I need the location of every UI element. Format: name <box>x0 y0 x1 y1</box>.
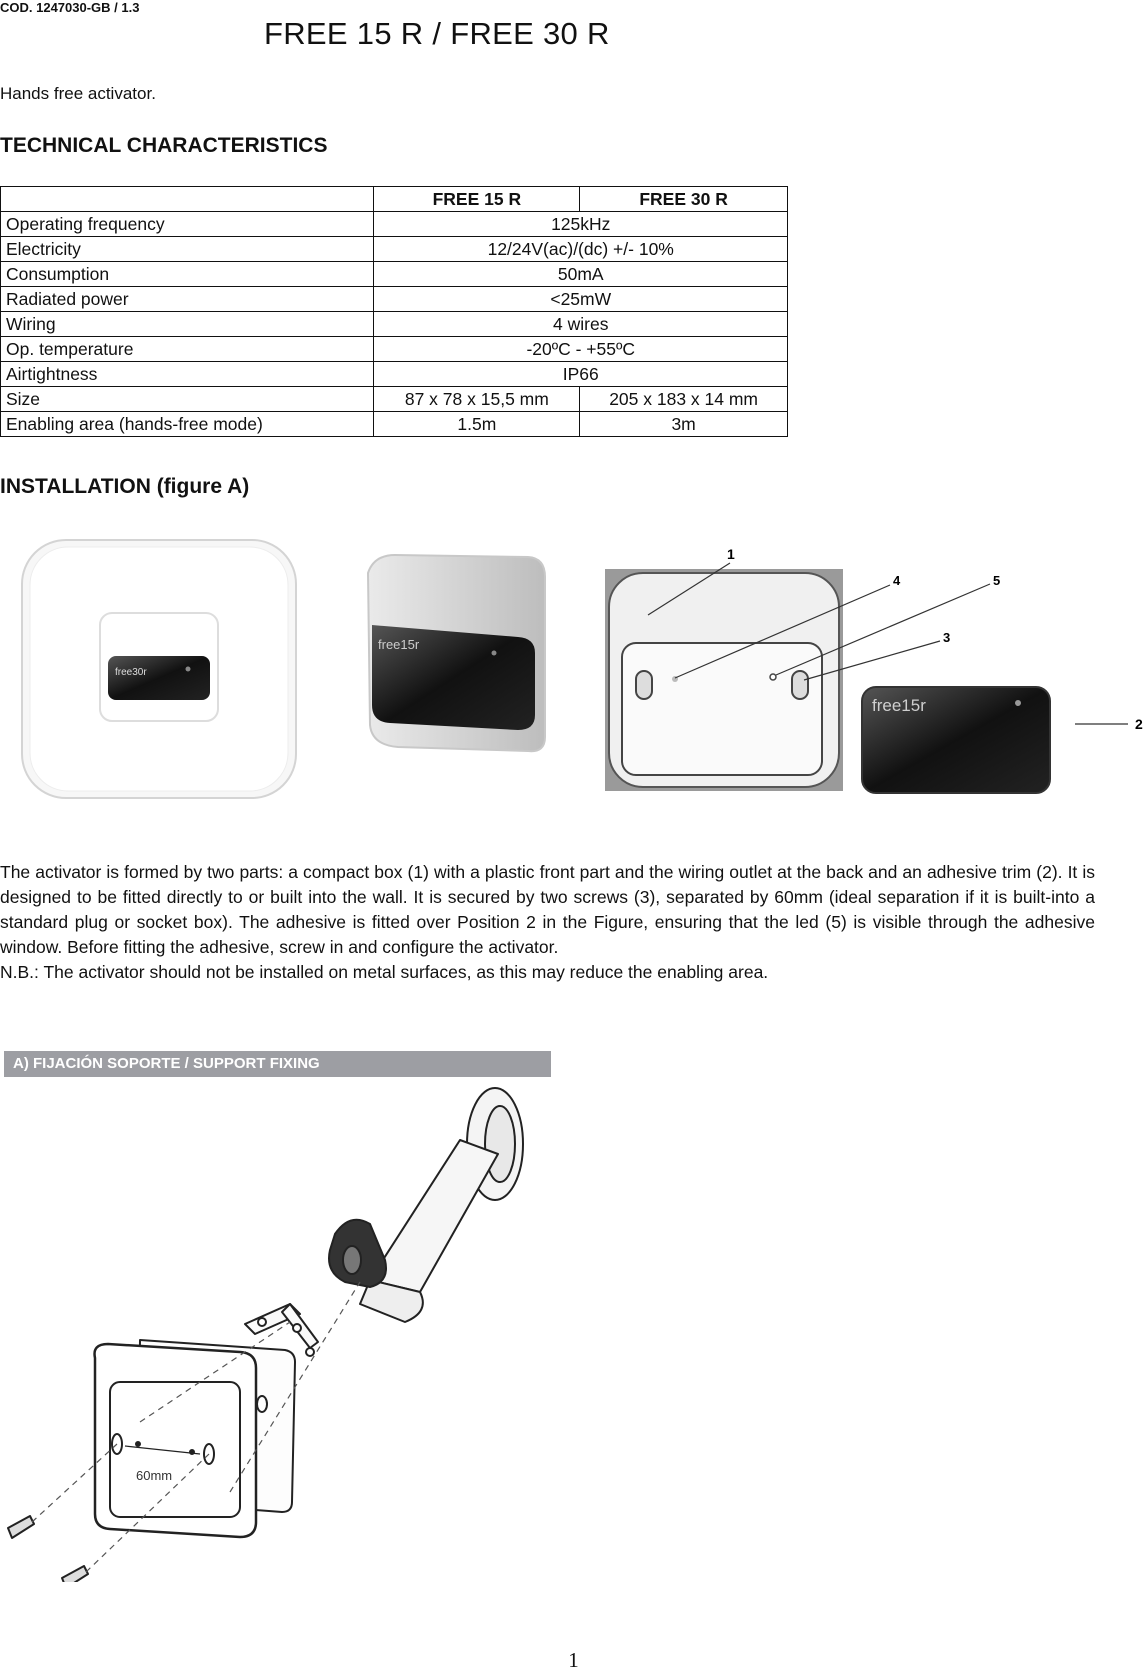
row-value-free15r: 87 x 78 x 15,5 mm <box>374 387 580 412</box>
document-code: COD. 1247030-GB / 1.3 <box>0 0 140 15</box>
callout-5: 5 <box>993 573 1001 588</box>
row-label: Wiring <box>1 312 374 337</box>
installation-heading: INSTALLATION (figure A) <box>0 475 250 498</box>
row-value: <25mW <box>374 287 788 312</box>
column-header-free30r: FREE 30 R <box>580 187 788 212</box>
row-value: 12/24V(ac)/(dc) +/- 10% <box>374 237 788 262</box>
callout-3: 3 <box>943 630 951 645</box>
table-row <box>1 287 788 312</box>
dimension-label: 60mm <box>136 1468 173 1483</box>
document-title: FREE 15 R / FREE 30 R <box>264 16 610 51</box>
row-value: 125kHz <box>374 212 788 237</box>
row-value: 4 wires <box>374 312 788 337</box>
row-label: Operating frequency <box>1 212 374 237</box>
callout-4: 4 <box>893 573 901 588</box>
row-label: Size <box>1 387 374 412</box>
support-fixing-banner: A) FIJACIÓN SOPORTE / SUPPORT FIXING <box>4 1051 551 1077</box>
table-row <box>1 387 788 412</box>
page-number: 1 <box>568 1648 579 1672</box>
technical-characteristics-table <box>0 186 788 437</box>
row-value-free30r: 3m <box>580 412 788 437</box>
table-row <box>1 312 788 337</box>
free30r-device-image <box>22 540 296 798</box>
device-logo-text: free15r <box>872 696 926 715</box>
technical-characteristics-heading: TECHNICAL CHARACTERISTICS <box>0 134 328 157</box>
table-header-row <box>1 187 788 212</box>
column-header-free15r: FREE 15 R <box>374 187 580 212</box>
exploded-view-image <box>605 546 1143 793</box>
installation-figure <box>0 525 1147 805</box>
row-value: -20ºC - +55ºC <box>374 337 788 362</box>
installation-note: N.B.: The activator should not be installed on metal surfaces, as this may reduce the enabling area. <box>0 962 769 982</box>
column-header <box>1 187 374 212</box>
installation-paragraph: The activator is formed by two parts: a compact box (1) with a plastic front part and the wiring outlet at the back and an adhesive trim (2). It is designed to be fitted directly to or built into the wall. It is secured by two screws (3), separated by 60mm (ideal separation if it is built-into a standard plug or socket box). The adhesive is fitted over Position 2 in the Figure, ensuring that the led (5) is visible through the adhesive window. Before fitting the adhesive, screw in and configure the activator. <box>0 862 1095 957</box>
installation-description <box>0 860 1095 985</box>
row-value: 50mA <box>374 262 788 287</box>
row-label: Radiated power <box>1 287 374 312</box>
row-value: IP66 <box>374 362 788 387</box>
table-row <box>1 237 788 262</box>
table-row <box>1 262 788 287</box>
support-fixing-figure <box>0 1082 560 1582</box>
table-row <box>1 412 788 437</box>
row-label: Op. temperature <box>1 337 374 362</box>
device-logo-text: free30r <box>115 667 147 678</box>
row-value-free30r: 205 x 183 x 14 mm <box>580 387 788 412</box>
row-label: Consumption <box>1 262 374 287</box>
callout-1: 1 <box>727 546 735 562</box>
row-label: Electricity <box>1 237 374 262</box>
row-value-free15r: 1.5m <box>374 412 580 437</box>
table-row <box>1 212 788 237</box>
table-row <box>1 337 788 362</box>
free15r-device-image <box>368 555 545 751</box>
device-logo-text: free15r <box>378 637 420 652</box>
callout-2: 2 <box>1135 716 1143 732</box>
table-row <box>1 362 788 387</box>
document-subtitle: Hands free activator. <box>0 84 156 103</box>
row-label: Airtightness <box>1 362 374 387</box>
row-label: Enabling area (hands-free mode) <box>1 412 374 437</box>
